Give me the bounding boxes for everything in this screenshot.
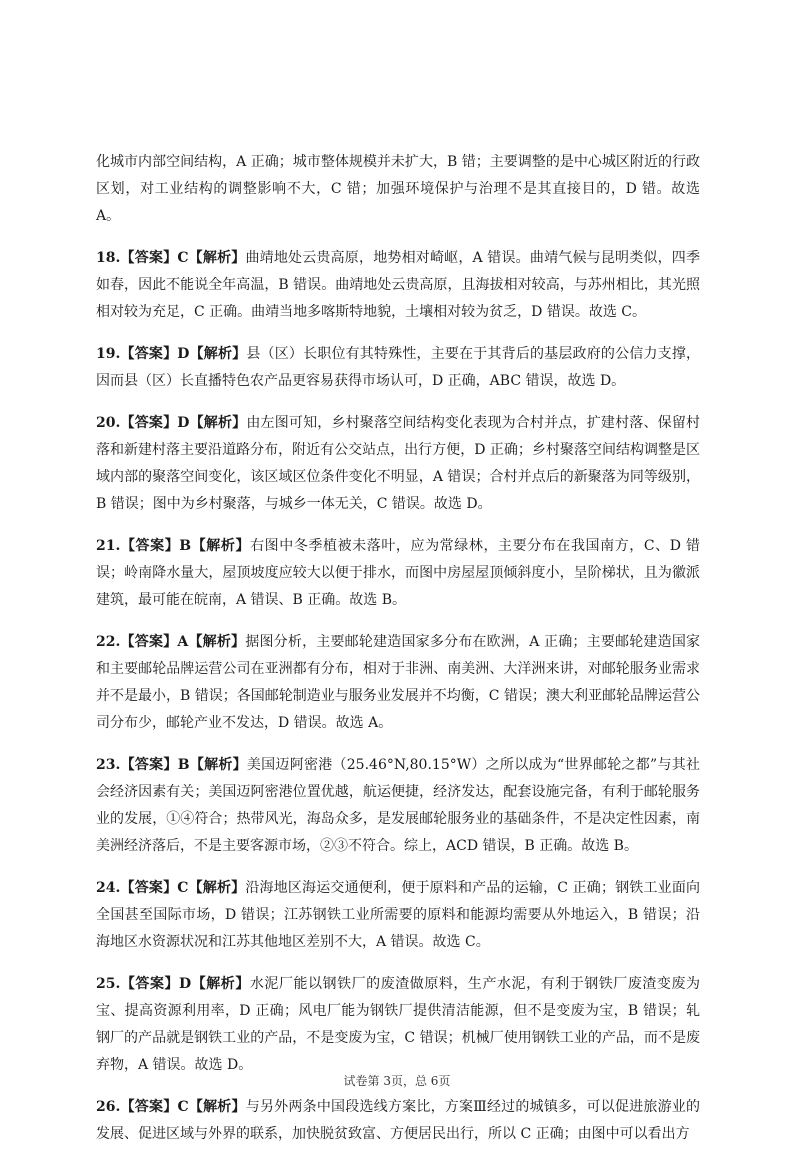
question-number: 26. [96, 1099, 121, 1115]
answer-item [96, 629, 700, 737]
answer-tag: 【答案】 [120, 250, 178, 266]
analysis-tag: 【解析】 [188, 634, 246, 650]
answer-letter: C [177, 880, 189, 896]
analysis-tag: 【解析】 [189, 346, 247, 362]
answer-item [96, 752, 700, 860]
analysis-text: 右图中冬季植被未落叶，应为常绿林，主要分布在我国南方，C、D 错误；岭南降水量大，屋顶坡度应较大以便于排水，而图中房屋屋顶倾斜度小，呈阶梯状，且为徽派建筑，最可能在皖南，A 错误、B 正确。故选 B。 [96, 538, 701, 608]
analysis-text: 由左图可知，乡村聚落空间结构变化表现为合村并点，扩建村落、保留村落和新建村落主要沿道路分布，附近有公交站点，出行方便，D 正确；乡村聚落空间结构调整是区域内部的聚落空间变化，该区域区位条件变化不明显，A 错误；合村并点后的新聚落为同等级别，B 错误；图中为乡村聚落，与城乡一体无关，C 错误。故选 D。 [96, 415, 701, 512]
answer-letter: B [177, 757, 190, 773]
answer-letter: D [179, 976, 192, 992]
answer-tag: 【答案】 [120, 634, 178, 650]
answer-tag: 【答案】 [120, 757, 178, 773]
answer-tag: 【答案】 [120, 415, 178, 431]
answer-content [96, 149, 700, 1163]
answer-letter: C [177, 250, 189, 266]
answer-tag: 【答案】 [120, 976, 180, 992]
analysis-text: 县（区）长职位有其特殊性，主要在于其背后的基层政府的公信力支撑，因而县（区）长直播特色农产品更容易获得市场认可，D 正确，ABC 错误，故选 D。 [96, 346, 701, 389]
answer-tag: 【答案】 [120, 1099, 178, 1115]
question-number: 23. [96, 757, 121, 773]
analysis-text: 据图分析，主要邮轮建造国家多分布在欧洲，A 正确；主要邮轮建造国家和主要邮轮品牌运营公司在亚洲都有分布，相对于非洲、南美洲、大洋洲来讲，对邮轮服务业需求并不是最小，B 错误；各国邮轮制造业与服务业发展并不均衡，C 错误；澳大利亚邮轮品牌运营公司分布少，邮轮产业不发达，D 错误。故选 A。 [96, 634, 701, 731]
analysis-tag: 【解析】 [189, 415, 247, 431]
answer-item [96, 245, 700, 326]
page-footer: 试卷第 3页，总 6页 [343, 1074, 451, 1088]
question-number: 21. [96, 538, 121, 554]
question-number: 22. [96, 634, 121, 650]
question-number: 20. [96, 415, 121, 431]
analysis-tag: 【解析】 [191, 976, 250, 992]
answer-tag: 【答案】 [120, 346, 178, 362]
analysis-text: 美国迈阿密港（25.46°N,80.15°W）之所以成为“世界邮轮之都”与其社会经济因素有关；美国迈阿密港位置优越，航运便捷，经济发达，配套设施完备，有利于邮轮服务业的发展，①④符合；热带风光，海岛众多，是发展邮轮服务业的基础条件，不是决定性因素，南美洲经济落后，不是主要客源市场，②③不符合。综上，ACD 错误，B 正确。故选 B。 [96, 757, 700, 854]
answer-item [96, 341, 700, 395]
analysis-tag: 【解析】 [188, 880, 246, 896]
answer-tag: 【答案】 [120, 880, 178, 896]
answer-item [96, 971, 700, 1079]
answer-letter: D [177, 346, 190, 362]
analysis-text: 沿海地区海运交通便利，便于原料和产品的运输，C 正确；钢铁工业面向全国甚至国际市场，D 错误；江苏钢铁工业所需要的原料和能源均需要从外地运入，B 错误；沿海地区水资源状况和江苏其他地区差别不大，A 错误。故选 C。 [96, 880, 701, 950]
analysis-tag: 【解析】 [191, 538, 251, 554]
question-number: 25. [96, 976, 121, 992]
answer-letter: D [177, 415, 190, 431]
analysis-tag: 【解析】 [189, 757, 247, 773]
answer-letter: B [179, 538, 192, 554]
analysis-text: 曲靖地处云贵高原，地势相对崎岖，A 错误。曲靖气候与昆明类似，四季如春，因此不能说全年高温，B 错误。曲靖地处云贵高原，且海拔相对较高，与苏州相比，其光照相对较为充足，C 正确。曲靖当地多喀斯特地貌，土壤相对较为贫乏，D 错误。故选 C。 [96, 250, 701, 320]
intro-paragraph: 化城市内部空间结构，A 正确；城市整体规模并未扩大，B 错；主要调整的是中心城区附近的行政区划，对工业结构的调整影响不大，C 错；加强环境保护与治理不是其直接目的，D 错。故选 A。 [96, 154, 700, 224]
question-number: 24. [96, 880, 121, 896]
analysis-tag: 【解析】 [188, 1099, 246, 1115]
answer-item [96, 875, 700, 956]
answer-item [96, 1094, 700, 1148]
question-number: 18. [96, 250, 121, 266]
answer-letter: A [177, 634, 189, 650]
answer-tag: 【答案】 [120, 538, 180, 554]
question-number: 19. [96, 346, 121, 362]
answer-item [96, 533, 700, 614]
answer-letter: C [177, 1099, 189, 1115]
analysis-text: 与另外两条中国段选线方案比，方案Ⅲ经过的城镇多，可以促进旅游业的发展、促进区域与外界的联系，加快脱贫致富、方便居民出行，所以 C 正确；由图中可以看出方 [96, 1099, 701, 1142]
answer-list [96, 245, 700, 1148]
analysis-tag: 【解析】 [188, 250, 246, 266]
analysis-text: 水泥厂能以钢铁厂的废渣做原料，生产水泥，有利于钢铁厂废渣变废为宝、提高资源利用率，D 正确；风电厂能为钢铁厂提供清洁能源，但不是变废为宝，B 错误；轧钢厂的产品就是钢铁工业的产品，不是变废为宝，C 错误；机械厂使用钢铁工业的产品，而不是废弃物，A 错误。故选 D。 [96, 976, 700, 1073]
answer-item [96, 410, 700, 518]
